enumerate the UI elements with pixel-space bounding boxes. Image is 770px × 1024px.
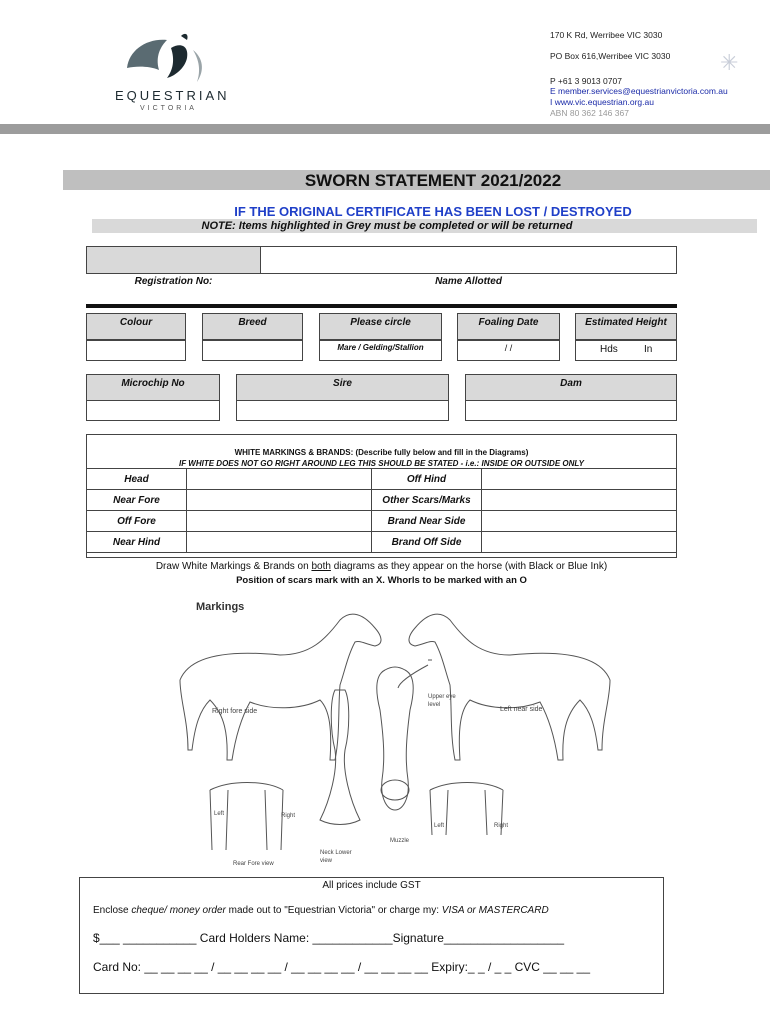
sire-label: Sire bbox=[236, 374, 449, 401]
logo bbox=[115, 28, 230, 118]
brand-near-side-field[interactable] bbox=[482, 511, 677, 532]
header-bar bbox=[0, 124, 770, 134]
markings-table bbox=[86, 468, 677, 553]
off-fore-label: Off Fore bbox=[87, 511, 187, 532]
estimated-height-label: Estimated Height bbox=[575, 313, 677, 340]
height-field[interactable] bbox=[575, 340, 677, 361]
off-hind-field[interactable] bbox=[482, 469, 677, 490]
note: NOTE: Items highlighted in Grey must be completed or will be returned bbox=[201, 220, 573, 232]
brand-off-side-label: Brand Off Side bbox=[372, 532, 482, 553]
divider bbox=[86, 304, 677, 308]
markings-heading: WHITE MARKINGS & BRANDS: (Describe fully below and fill in the Diagrams) bbox=[234, 448, 529, 457]
dam-label: Dam bbox=[465, 374, 677, 401]
name-allotted-label: Name Allotted bbox=[435, 276, 502, 287]
near-fore-field[interactable] bbox=[187, 490, 372, 511]
sex-options-field[interactable] bbox=[319, 340, 442, 361]
brand-name: EQUESTRIAN bbox=[115, 88, 230, 103]
horse-head-logo-icon bbox=[115, 28, 225, 88]
right-label-1: Right bbox=[281, 813, 296, 819]
off-fore-field[interactable] bbox=[187, 511, 372, 532]
right-label-2: Right bbox=[494, 823, 509, 829]
left-label-2: Left bbox=[434, 823, 445, 829]
foaling-date-label: Foaling Date bbox=[457, 313, 560, 340]
microchip-field[interactable] bbox=[86, 400, 220, 421]
horse-diagram-icon bbox=[170, 600, 620, 875]
view-label: view bbox=[320, 858, 333, 864]
neck-lower-label: Neck Lower bbox=[320, 850, 352, 856]
brand-off-side-field[interactable] bbox=[482, 532, 677, 553]
please-circle-label: Please circle bbox=[319, 313, 442, 340]
left-label-1: Left bbox=[214, 811, 225, 817]
breed-label: Breed bbox=[202, 313, 303, 340]
right-fore-side-label: Right fore side bbox=[212, 708, 258, 715]
abn: ABN 80 362 146 367 bbox=[550, 108, 629, 118]
sire-field[interactable] bbox=[236, 400, 449, 421]
colour-field[interactable] bbox=[86, 340, 186, 361]
other-scars-label: Other Scars/Marks bbox=[372, 490, 482, 511]
gst-note: All prices include GST bbox=[322, 880, 421, 891]
phone: P +61 3 9013 0707 bbox=[550, 76, 622, 86]
payment-section bbox=[79, 877, 664, 994]
hds-label: Hds bbox=[600, 344, 618, 355]
level-label: level bbox=[428, 702, 441, 708]
head-label: Head bbox=[87, 469, 187, 490]
colour-label: Colour bbox=[86, 313, 186, 340]
scars-instruction: Position of scars mark with an X. Whorls to be marked with an O bbox=[236, 575, 527, 586]
foaling-date-field[interactable] bbox=[457, 340, 560, 361]
table-row bbox=[87, 490, 677, 511]
microchip-label: Microchip No bbox=[86, 374, 220, 401]
table-row bbox=[87, 532, 677, 553]
draw-instruction: Draw White Markings & Brands on both diagrams as they appear on the horse (with Black or Blue Ink) bbox=[155, 561, 608, 572]
dam-field[interactable] bbox=[465, 400, 677, 421]
rear-fore-view-label: Rear Fore view bbox=[233, 861, 274, 867]
sex-options[interactable]: Mare / Gelding/Stallion bbox=[337, 343, 424, 352]
po-box: PO Box 616,Werribee VIC 3030 bbox=[550, 51, 671, 61]
muzzle-label: Muzzle bbox=[390, 838, 410, 844]
brand-sub: VICTORIA bbox=[140, 105, 197, 112]
amount-line[interactable]: $___ ___________ Card Holders Name: ____________Signature__________________ bbox=[93, 931, 565, 945]
subtitle: IF THE ORIGINAL CERTIFICATE HAS BEEN LOST / DESTROYED bbox=[234, 204, 632, 219]
enclose-line: Enclose cheque/ money order made out to "Equestrian Victoria" or charge my: VISA or MASTERCARD bbox=[93, 905, 549, 916]
head-field[interactable] bbox=[187, 469, 372, 490]
table-row bbox=[87, 511, 677, 532]
breed-field[interactable] bbox=[202, 340, 303, 361]
diagram-title: Markings bbox=[196, 601, 245, 613]
upper-eye-label: Upper eye bbox=[428, 694, 456, 700]
card-number-line[interactable]: Card No: __ __ __ __ / __ __ __ __ / __ __ __ __ / __ __ __ __ Expiry:_ _ / _ _ CVC __ __ __ bbox=[93, 960, 591, 974]
near-hind-field[interactable] bbox=[187, 532, 372, 553]
star-icon: ✳ bbox=[720, 50, 739, 75]
near-fore-label: Near Fore bbox=[87, 490, 187, 511]
registration-field[interactable] bbox=[86, 246, 261, 274]
registration-label: Registration No: bbox=[134, 276, 213, 287]
table-row bbox=[87, 469, 677, 490]
date-slashes: / / bbox=[504, 343, 513, 353]
near-hind-label: Near Hind bbox=[87, 532, 187, 553]
other-scars-field[interactable] bbox=[482, 490, 677, 511]
web-link[interactable]: I www.vic.equestrian.org.au bbox=[550, 97, 654, 107]
markings-section bbox=[86, 434, 677, 558]
left-near-side-label: Left near side bbox=[500, 706, 543, 713]
email-link[interactable]: E member.services@equestrianvictoria.com.au bbox=[550, 86, 728, 96]
brand-near-side-label: Brand Near Side bbox=[372, 511, 482, 532]
in-label: In bbox=[644, 344, 653, 355]
address-line: 170 K Rd, Werribee VIC 3030 bbox=[550, 30, 663, 40]
off-hind-label: Off Hind bbox=[372, 469, 482, 490]
markings-heading-2: IF WHITE DOES NOT GO RIGHT AROUND LEG THIS SHOULD BE STATED - i.e.: INSIDE OR OUTSIDE ONLY bbox=[178, 459, 585, 468]
page-title: SWORN STATEMENT 2021/2022 bbox=[304, 171, 562, 190]
name-allotted-field[interactable] bbox=[260, 246, 677, 274]
